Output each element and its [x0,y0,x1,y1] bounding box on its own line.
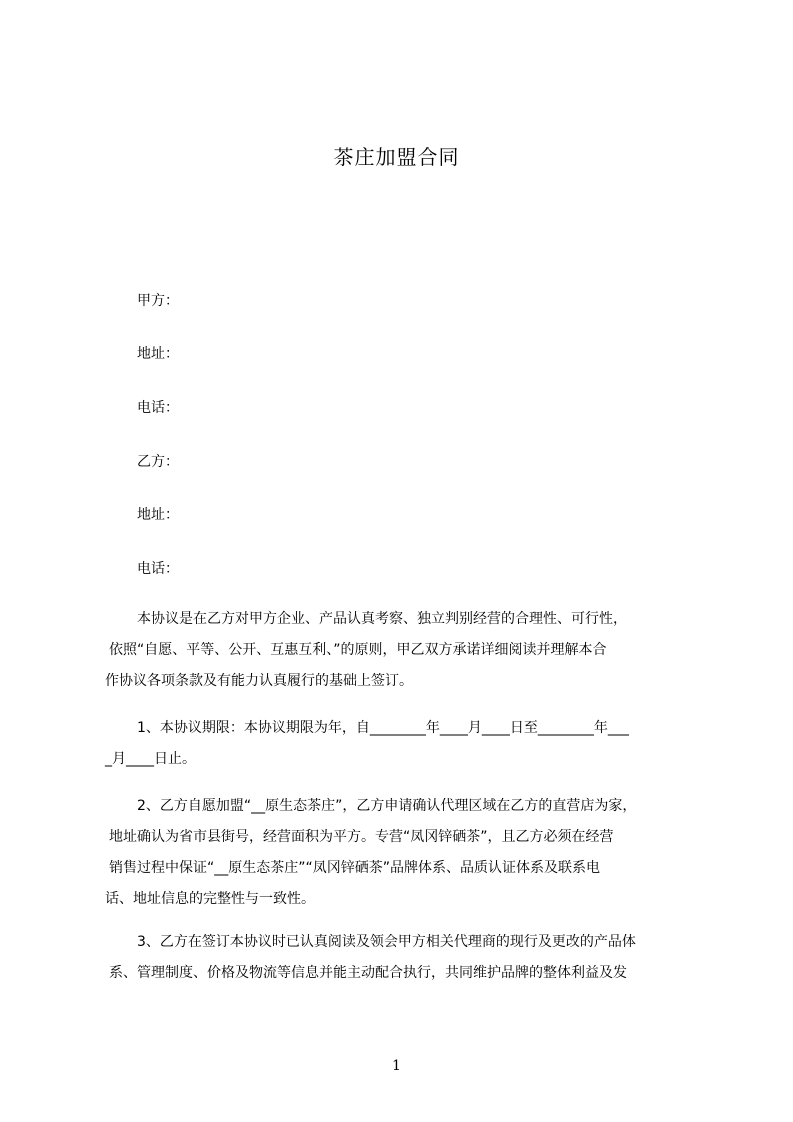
paragraph-line: 销售过程中保证“__原生态茶庄”“凤冈锌硒茶”品牌体系、品质认证体系及联系电 [109,860,601,876]
party-a-address-label: 地址： [137,346,179,362]
page-number: 1 [392,1058,401,1074]
paragraph-line: 系、管理制度、价格及物流等信息并能主动配合执行，共同维护品牌的整体利益及发 [109,965,627,981]
paragraph-line: 本协议是在乙方对甲方企业、产品认真考察、独立判别经营的合理性、可行性， [137,611,627,627]
paragraph-line: 3、乙方在签订本协议时已认真阅读及领会甲方相关代理商的现行及更改的产品体 [137,934,636,950]
paragraph-line: _月____日止。 [105,751,196,767]
party-a-phone-label: 电话： [137,400,179,416]
party-a-label: 甲方： [137,293,179,309]
clause-1-paragraph [105,713,705,775]
paragraph-line: 依照“自愿、平等、公开、互惠互利、”的原则，甲乙双方承诺详细阅读并理解本合 [109,642,607,658]
paragraph-line: 2、乙方自愿加盟“__原生态茶庄”，乙方申请确认代理区域在乙方的直营店为家， [137,798,637,814]
party-b-label: 乙方： [137,454,179,470]
intro-paragraph [105,604,705,697]
party-b-address-label: 地址： [137,507,179,523]
paragraph-line: 地址确认为省市县街号，经营面积为平方。专营“凤冈锌硒茶”，且乙方必须在经营 [109,829,614,845]
paragraph-line: 作协议各项条款及有能力认真履行的基础上签订。 [105,673,413,689]
document-title: 茶庄加盟合同 [333,145,460,169]
paragraph-line: 1、本协议期限：本协议期限为年，自________年____月____日至________年___ [137,720,629,736]
paragraph-line: 话、地址信息的完整性与一致性。 [105,891,315,907]
clause-2-paragraph [105,791,705,915]
clause-3-paragraph [105,927,705,989]
party-b-phone-label: 电话： [137,561,179,577]
